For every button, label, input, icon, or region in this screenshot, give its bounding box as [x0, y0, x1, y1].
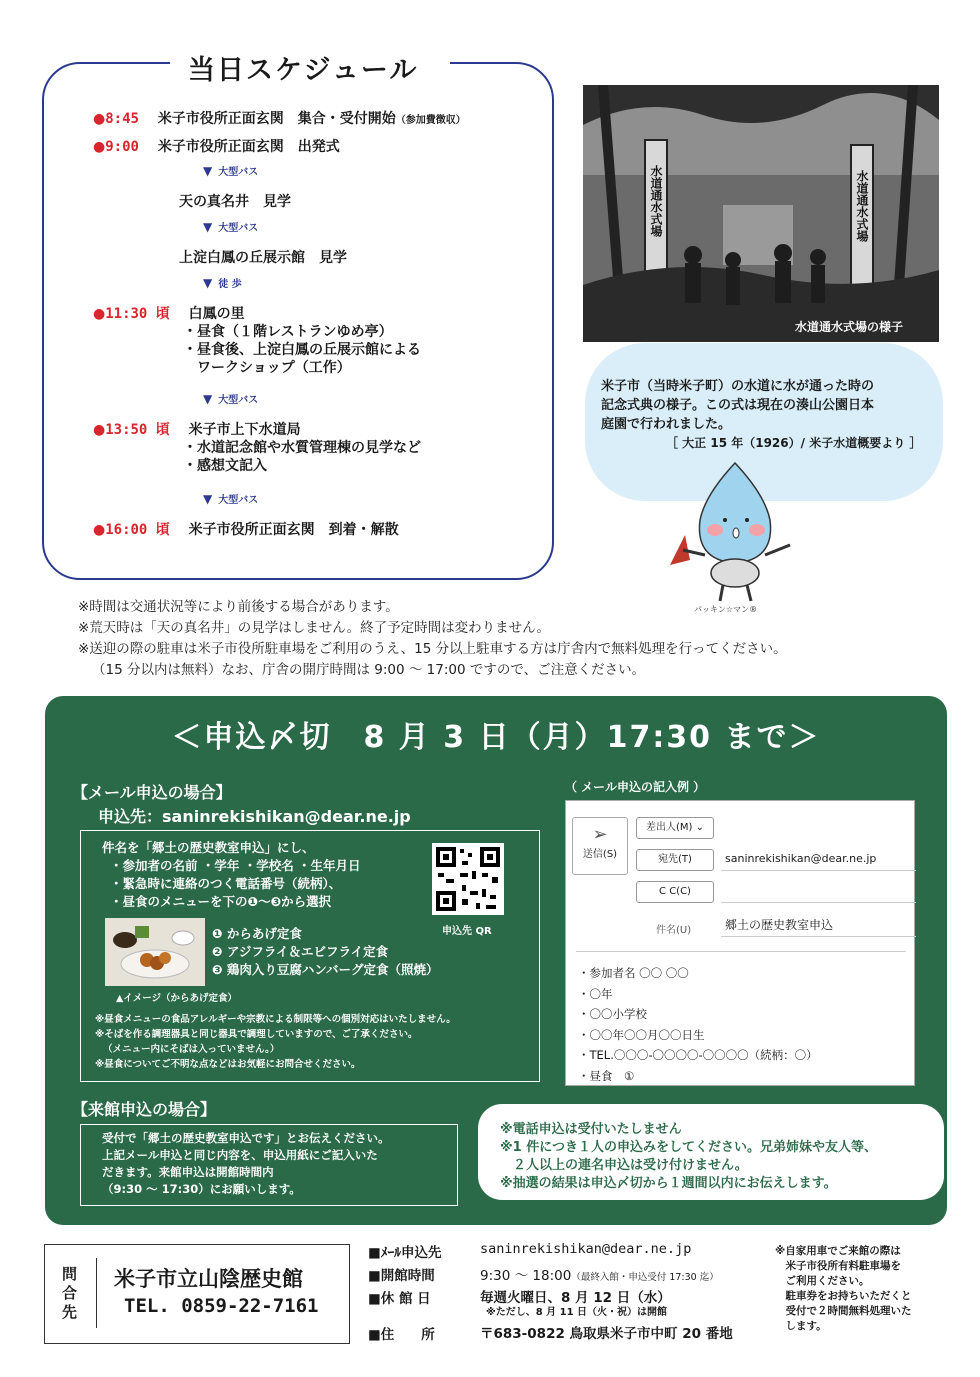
cc-button[interactable]: C C(C): [636, 881, 714, 903]
visit-heading: 【来館申込の場合】: [72, 1100, 217, 1119]
photo-illustration: [583, 85, 939, 342]
info-mail[interactable]: saninrekishikan@dear.ne.jp: [480, 1241, 692, 1257]
meal-photo: [105, 918, 205, 986]
caution-line: ※1 件につき１人の申込みをしてください。兄弟姉妹や友人等、: [500, 1140, 877, 1155]
note-line: （15 分以内は無料）なお、庁舎の開庁時間は 9:00 〜 17:00 ですので、ご注意ください。: [92, 662, 646, 678]
info-label: ■開館時間: [368, 1268, 435, 1284]
schedule-item: 上淀白鳳の丘展示館 見学: [179, 250, 347, 266]
schedule-item: ●16:00 頃 米子市役所正面玄関 到着・解散: [93, 522, 399, 538]
schedule-detail: ワークショップ（工作）: [183, 360, 351, 376]
note-line: ※時間は交通状況等により前後する場合があります。: [78, 599, 399, 615]
schedule-detail: ・昼食（１階レストランゆめ亭）: [183, 324, 393, 340]
mail-address[interactable]: 申込先：saninrekishikan@dear.ne.jp: [98, 807, 411, 826]
mascot-label: パッキン☆マン®: [694, 605, 758, 614]
mail-instructions: 件名を「郷土の歴史教室申込」にし、 ・参加者の名前 ・学年 ・学校名 ・生年月日 ・緊急時に連絡のつく電話番号（続柄）、 ・昼食のメニューを下の❶〜❸から選択: [102, 840, 361, 909]
body-divider: [576, 951, 906, 952]
contact-label: 問合先: [62, 1265, 78, 1321]
transport-label: ▼ 大型バス: [203, 164, 259, 178]
contact-divider: [96, 1258, 97, 1328]
mail-example-window: [565, 800, 915, 1086]
info-label: ■住 所: [368, 1327, 435, 1343]
to-field[interactable]: saninrekishikan@dear.ne.jp: [721, 847, 916, 871]
schedule-item: 天の真名井 見学: [179, 194, 291, 210]
info-hours: 9:30 〜 18:00（最終入館・申込受付 17:30 迄）: [480, 1268, 719, 1284]
schedule-item: ●13:50 頃 米子市上下水道局: [93, 422, 301, 438]
schedule-item: ●8:45 米子市役所正面玄関 集合・受付開始（参加費徴収）: [93, 111, 466, 127]
phone-number[interactable]: TEL. 0859-22-7161: [124, 1295, 319, 1317]
caution-line: ２人以上の連名申込は受け付けません。: [500, 1158, 748, 1173]
mail-body[interactable]: ・参加者名 〇〇 〇〇 ・〇年 ・〇〇小学校 ・〇〇年〇〇月〇〇日生 ・TEL.〇〇〇-〇〇〇〇-〇〇〇〇（続柄：〇） ・昼食 ①: [578, 966, 818, 1083]
photo-caption: 水道通水式場の様子: [795, 320, 904, 334]
menu-option-1: ❶ からあげ定食: [212, 926, 302, 941]
photo-banner-right: 水道通水式場: [855, 170, 869, 242]
transport-label: ▼ 大型バス: [203, 492, 259, 506]
info-closed-note: ※ただし、8 月 11 日（火・祝）は開館: [486, 1307, 668, 1318]
meal-photo-caption: ▲イメージ（からあげ定食）: [116, 993, 238, 1004]
menu-options: [212, 925, 439, 979]
note-line: ※送迎の際の駐車は米子市役所駐車場をご利用のうえ、15 分以上駐車する方は庁舎内で無料処理を行ってください。: [78, 641, 787, 657]
info-label: ■休 館 日: [368, 1291, 431, 1307]
schedule-detail: ・水道記念館や水質管理棟の見学など: [183, 440, 421, 456]
transport-label: ▼ 大型バス: [203, 220, 259, 234]
bubble-text: 米子市（当時米子町）の水道に水が通った時の 記念式典の様子。この式は現在の湊山公園日本 庭園で行われました。: [601, 379, 875, 432]
parking-note: ※自家用車でご来館の際は 米子市役所有料駐車場を ご利用ください。 駐車券をお持ちいただくと 受付で２時間無料処理いた します。: [775, 1245, 912, 1332]
from-dropdown[interactable]: 差出人(M) ⌄: [636, 817, 714, 839]
photo-banner-left: 水道通水式場: [649, 165, 663, 237]
send-icon: ➢: [592, 824, 608, 845]
contact-box: [44, 1244, 350, 1344]
menu-option-3: ❸ 鶏肉入り豆腐ハンバーグ定食（照焼）: [212, 962, 439, 977]
caution-line: ※電話申込は受付いたしません: [500, 1122, 682, 1137]
transport-label: ▼ 徒 歩: [203, 276, 242, 290]
note-line: ※荒天時は「天の真名井」の見学はしません。終了予定時間は変わりません。: [78, 620, 550, 636]
schedule-detail: ・昼食後、上淀白鳳の丘展示館による: [183, 342, 421, 358]
visit-text: 受付で「郷土の歴史教室申込です」とお伝えください。 上記メール申込と同じ内容を、申込用紙にご記入いた だきます。来館申込は開館時間内 （9:30 〜 17:30）にお願いします。: [102, 1131, 390, 1196]
bubble-citation: ［ 大正 15 年（1926）/ 米子水道概要より ］: [666, 436, 922, 450]
historical-photo: [583, 85, 939, 342]
caution-line: ※抽選の結果は申込〆切から１週間以内にお伝えします。: [500, 1176, 837, 1191]
mascot-illustration: [665, 455, 805, 605]
deadline-heading: ＜申込〆切 8 月 3 日（月）17:30 まで＞: [171, 720, 821, 755]
org-name: 米子市立山陰歴史館: [114, 1267, 303, 1291]
schedule-title: 当日スケジュール: [188, 55, 419, 86]
cc-field[interactable]: [721, 879, 916, 903]
menu-option-2: ❷ アジフライ＆エビフライ定食: [212, 944, 389, 959]
transport-label: ▼ 大型バス: [203, 392, 259, 406]
subject-field[interactable]: 郷土の歴史教室申込: [721, 913, 916, 937]
schedule-item: ●11:30 頃 白鳳の里: [93, 306, 245, 322]
to-button[interactable]: 宛先(T): [636, 849, 714, 871]
info-label: ■ﾒｰﾙ申込先: [368, 1245, 442, 1261]
qr-code[interactable]: [432, 843, 504, 915]
info-address: 〒683-0822 鳥取県米子市中町 20 番地: [480, 1326, 733, 1342]
qr-label: 申込先 QR: [442, 926, 492, 937]
info-closed: 毎週火曜日、8 月 12 日（水）: [480, 1290, 671, 1306]
schedule-item: ●9:00 米子市役所正面玄関 出発式: [93, 139, 340, 155]
menu-notes: ※昼食メニューの食品アレルギーや宗教による制限等への個別対応はいたしません。 ※そばを作る調理器具と同じ器具で調理していますので、ご了承ください。 （メニュー内にそばは入っていません。） ※昼食についてご不明な点などはお気軽にお問合せください。: [95, 1014, 456, 1070]
send-button[interactable]: ➢ 送信(S): [572, 817, 628, 875]
chevron-down-icon: ⌄: [695, 822, 704, 833]
schedule-detail: ・感想文記入: [183, 458, 267, 474]
subject-label: 件名(U): [656, 925, 692, 936]
mail-heading: 【メール申込の場合】: [72, 783, 232, 802]
example-heading: （ メール申込の記入例 ）: [565, 780, 706, 794]
